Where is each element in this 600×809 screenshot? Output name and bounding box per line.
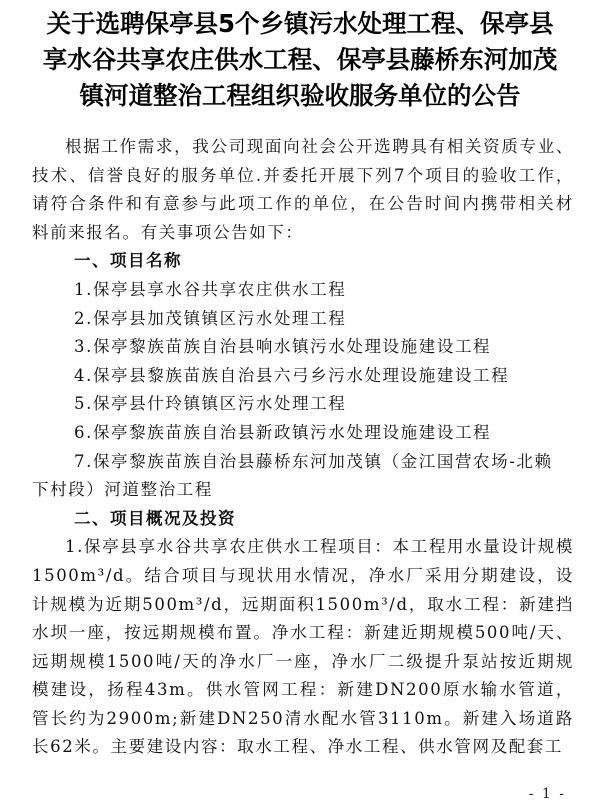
project-item-1: 1.保亭县享水谷共享农庄供水工程 bbox=[74, 279, 347, 299]
project-item-7 bbox=[32, 448, 574, 505]
project-item-7-line-1: 7.保亭黎族苗族自治县藤桥东河加茂镇（金江国营农场-北赖 bbox=[74, 451, 553, 471]
title-line-2: 享水谷共享农庄供水工程、保亭县藤桥东河加茂 bbox=[42, 45, 558, 74]
section-heading-overview: 二、项目概况及投资 bbox=[74, 508, 236, 528]
project-item-3: 3.保亭黎族苗族自治县响水镇污水处理设施建设工程 bbox=[74, 337, 492, 357]
document-body bbox=[32, 133, 574, 762]
intro-paragraph: 根据工作需求，我公司现面向社会公开选聘具有相关资质专业、技术、信誉良好的服务单位.并委托开展下列7个项目的验收工作，请符合条件和有意参与此项工作的单位，在公告时间内携带相关材料前来报名。有关事项公告如下： bbox=[32, 137, 574, 242]
section-heading-project-names: 一、项目名称 bbox=[74, 251, 182, 271]
page-number: - 1 - bbox=[528, 786, 566, 802]
project-item-7-line-2: 下村段）河道整治工程 bbox=[32, 480, 213, 500]
project-item-5: 5.保亭县什玲镇镇区污水处理工程 bbox=[74, 394, 347, 414]
title-line-3: 镇河道整治工程组织验收服务单位的公告 bbox=[79, 81, 521, 110]
title-line-1: 关于选聘保亭县5个乡镇污水处理工程、保亭县 bbox=[46, 9, 554, 38]
project-item-6: 6.保亭黎族苗族自治县新政镇污水处理设施建设工程 bbox=[74, 422, 492, 442]
project-item-2: 2.保亭县加茂镇镇区污水处理工程 bbox=[74, 308, 347, 328]
project-item-4: 4.保亭县黎族苗族自治县六弓乡污水处理设施建设工程 bbox=[74, 365, 510, 385]
document-title bbox=[14, 6, 586, 114]
overview-paragraph: 1.保亭县享水谷共享农庄供水工程项目：本工程用水量设计规模1500m³/d。结合项目与现状用水情况，净水厂采用分期建设，设计规模为近期500m³/d，远期面积1500m³/d，取水工程：新建挡水坝一座，按远期规模布置。净水工程：新建近期规模500吨/天、远期规模1500吨/天的净水厂一座，净水厂二级提升泵站按近期规模建设，扬程43m。供水管网工程：新建DN200原水输水管道，管长约为2900m;新建DN250清水配水管3110m。新建入场道路长62米。主要建设内容：取水工程、净水工程、供水管网及配套工 bbox=[32, 537, 574, 757]
